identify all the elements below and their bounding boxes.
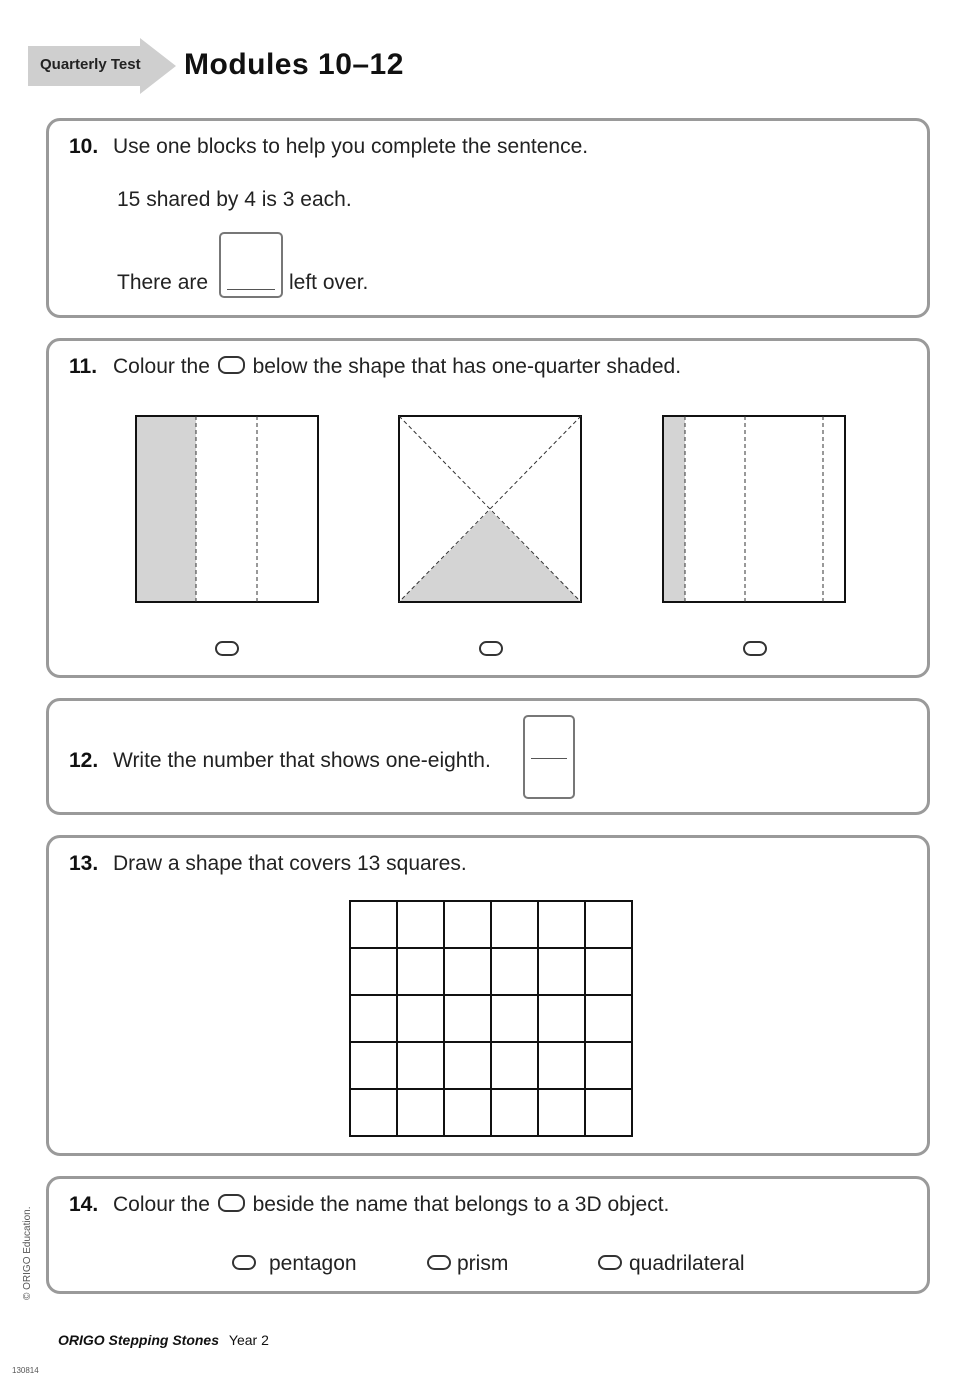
- grid-square[interactable]: [350, 948, 397, 995]
- inline-oval-icon: [218, 1194, 245, 1212]
- q11-text-after: below the shape that has one-quarter shaded.: [252, 355, 682, 378]
- shape-b-shaded-part: [399, 510, 581, 602]
- grid-square[interactable]: [491, 1042, 538, 1089]
- q14-text-before: Colour the: [113, 1193, 210, 1216]
- grid-square[interactable]: [585, 948, 632, 995]
- drawing-grid[interactable]: [349, 900, 633, 1137]
- footer-brand: [58, 1332, 269, 1348]
- grid-square[interactable]: [444, 901, 491, 948]
- grid-square[interactable]: [538, 948, 585, 995]
- question-10-number: 10.: [69, 135, 99, 158]
- grid-row: [350, 995, 632, 1042]
- question-12-instruction: Write the number that shows one-eighth.: [113, 749, 491, 772]
- question-13-instruction: Draw a shape that covers 13 squares.: [113, 852, 467, 875]
- fraction-bar: [531, 758, 567, 759]
- pentagon-answer-oval[interactable]: [232, 1255, 256, 1270]
- grid-square[interactable]: [397, 901, 444, 948]
- grid-square[interactable]: [397, 1042, 444, 1089]
- grid-square[interactable]: [585, 1089, 632, 1136]
- question-10-suffix: left over.: [289, 271, 369, 294]
- question-14-number: 14.: [69, 1193, 99, 1216]
- grid-square[interactable]: [350, 1089, 397, 1136]
- question-12-number: 12.: [69, 749, 99, 772]
- grid-square[interactable]: [444, 1042, 491, 1089]
- shape-c-shaded-part: [663, 416, 685, 602]
- q11-text-before: Colour the: [113, 355, 210, 378]
- question-10-instruction: Use one blocks to help you complete the sentence.: [113, 135, 589, 158]
- shape-a-answer-oval[interactable]: [215, 641, 239, 656]
- shape-b-square-diagonals: [398, 415, 584, 605]
- grid-square[interactable]: [585, 1042, 632, 1089]
- grid-square[interactable]: [397, 948, 444, 995]
- prism-answer-oval[interactable]: [427, 1255, 451, 1270]
- grid-square[interactable]: [538, 1042, 585, 1089]
- grid-square[interactable]: [350, 995, 397, 1042]
- grid-square[interactable]: [491, 995, 538, 1042]
- grid-row: [350, 901, 632, 948]
- grid-square[interactable]: [397, 1089, 444, 1136]
- question-11-instruction: [113, 355, 681, 379]
- grid-square[interactable]: [585, 901, 632, 948]
- grid-square[interactable]: [491, 1089, 538, 1136]
- shape-c-outline: [663, 416, 845, 602]
- grid-square[interactable]: [491, 948, 538, 995]
- shape-c-rectangle-strips: [662, 415, 848, 605]
- shape-c-answer-oval[interactable]: [743, 641, 767, 656]
- question-10-prefix: There are: [117, 271, 209, 294]
- question-13-number: 13.: [69, 852, 99, 875]
- shape-a-rectangle-thirds: [135, 415, 321, 605]
- option-quadrilateral-label: quadrilateral: [629, 1252, 745, 1275]
- grid-square[interactable]: [538, 1089, 585, 1136]
- brand-name: ORIGO Stepping Stones: [58, 1332, 220, 1348]
- question-10-sentence: 15 shared by 4 is 3 each.: [117, 188, 352, 211]
- grid-row: [350, 1042, 632, 1089]
- quadrilateral-answer-oval[interactable]: [598, 1255, 622, 1270]
- leftover-answer-box[interactable]: [219, 232, 283, 298]
- tag-label: Quarterly Test: [40, 56, 141, 73]
- copyright-notice: © ORIGO Education.: [22, 1206, 33, 1300]
- grid-row: [350, 1089, 632, 1136]
- grid-square[interactable]: [444, 995, 491, 1042]
- shape-b-answer-oval[interactable]: [479, 641, 503, 656]
- grid-square[interactable]: [585, 995, 632, 1042]
- document-code: 130814: [12, 1366, 39, 1375]
- question-12-panel: [46, 698, 930, 815]
- grid-square[interactable]: [350, 901, 397, 948]
- year-level: Year 2: [228, 1332, 269, 1348]
- answer-underline: [227, 289, 275, 290]
- grid-square[interactable]: [444, 948, 491, 995]
- grid-square[interactable]: [538, 901, 585, 948]
- question-13-panel: [46, 835, 930, 1156]
- q14-text-after: beside the name that belongs to a 3D object.: [252, 1193, 670, 1216]
- question-14-instruction: [113, 1193, 669, 1217]
- quarterly-test-tag: [28, 38, 176, 94]
- grid-square[interactable]: [397, 995, 444, 1042]
- grid-square[interactable]: [538, 995, 585, 1042]
- shape-a-shaded-part: [136, 416, 196, 602]
- question-14-panel: [46, 1176, 930, 1294]
- grid-row: [350, 948, 632, 995]
- question-11-panel: [46, 338, 930, 678]
- option-prism-label: prism: [457, 1252, 509, 1275]
- page-title: Modules 10–12: [184, 48, 404, 81]
- inline-oval-icon: [218, 356, 245, 374]
- fraction-answer-box[interactable]: [523, 715, 575, 799]
- grid-square[interactable]: [491, 901, 538, 948]
- grid-square[interactable]: [444, 1089, 491, 1136]
- question-10-panel: [46, 118, 930, 318]
- grid-square[interactable]: [350, 1042, 397, 1089]
- question-11-number: 11.: [69, 355, 98, 378]
- option-pentagon-label: pentagon: [269, 1252, 357, 1275]
